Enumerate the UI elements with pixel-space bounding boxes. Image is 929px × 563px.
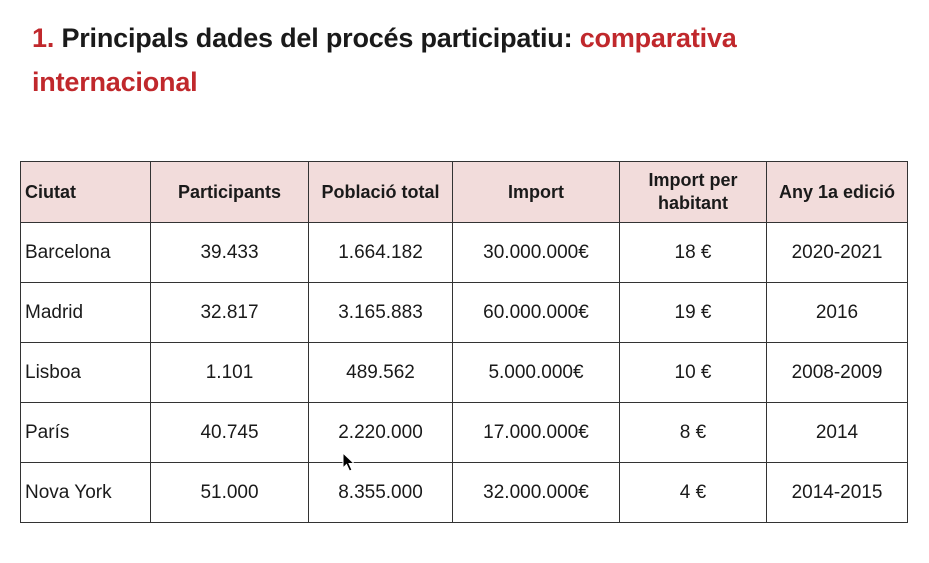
cell-city: Madrid — [21, 283, 151, 343]
cell-population: 2.220.000 — [309, 403, 453, 463]
header-participants: Participants — [151, 162, 309, 223]
table-header-row — [21, 162, 908, 223]
cell-population: 3.165.883 — [309, 283, 453, 343]
cell-import: 17.000.000€ — [453, 403, 620, 463]
cell-import-per-habitant: 18 € — [620, 223, 767, 283]
cell-first-edition: 2014 — [767, 403, 908, 463]
cell-participants: 51.000 — [151, 463, 309, 523]
table-row — [21, 403, 908, 463]
cell-city: París — [21, 403, 151, 463]
header-import-per-habitant: Import per habitant — [620, 162, 767, 223]
table-row — [21, 223, 908, 283]
table-row — [21, 283, 908, 343]
cell-participants: 32.817 — [151, 283, 309, 343]
cell-import: 30.000.000€ — [453, 223, 620, 283]
cell-import-per-habitant: 4 € — [620, 463, 767, 523]
header-poblacio-total: Població total — [309, 162, 453, 223]
cell-import: 5.000.000€ — [453, 343, 620, 403]
cell-import: 32.000.000€ — [453, 463, 620, 523]
cell-population: 1.664.182 — [309, 223, 453, 283]
cell-first-edition: 2020-2021 — [767, 223, 908, 283]
mouse-pointer-icon — [342, 452, 356, 472]
header-any-1a-edicio: Any 1a edició — [767, 162, 908, 223]
cell-import-per-habitant: 19 € — [620, 283, 767, 343]
cell-participants: 40.745 — [151, 403, 309, 463]
cell-import-per-habitant: 8 € — [620, 403, 767, 463]
title-accent: comparativa internacional — [32, 23, 737, 97]
table-row — [21, 463, 908, 523]
title-main: Principals dades del procés participatiu: — [61, 23, 573, 53]
cell-first-edition: 2016 — [767, 283, 908, 343]
cell-city: Barcelona — [21, 223, 151, 283]
cell-participants: 39.433 — [151, 223, 309, 283]
cell-first-edition: 2008-2009 — [767, 343, 908, 403]
title-number: 1. — [32, 23, 55, 53]
slide-title — [32, 16, 892, 104]
cell-import-per-habitant: 10 € — [620, 343, 767, 403]
cell-participants: 1.101 — [151, 343, 309, 403]
cell-population: 8.355.000 — [309, 463, 453, 523]
cell-population: 489.562 — [309, 343, 453, 403]
header-import: Import — [453, 162, 620, 223]
table-row — [21, 343, 908, 403]
cell-city: Lisboa — [21, 343, 151, 403]
cell-first-edition: 2014-2015 — [767, 463, 908, 523]
cell-import: 60.000.000€ — [453, 283, 620, 343]
header-ciutat: Ciutat — [21, 162, 151, 223]
comparison-table — [20, 161, 908, 523]
cell-city: Nova York — [21, 463, 151, 523]
